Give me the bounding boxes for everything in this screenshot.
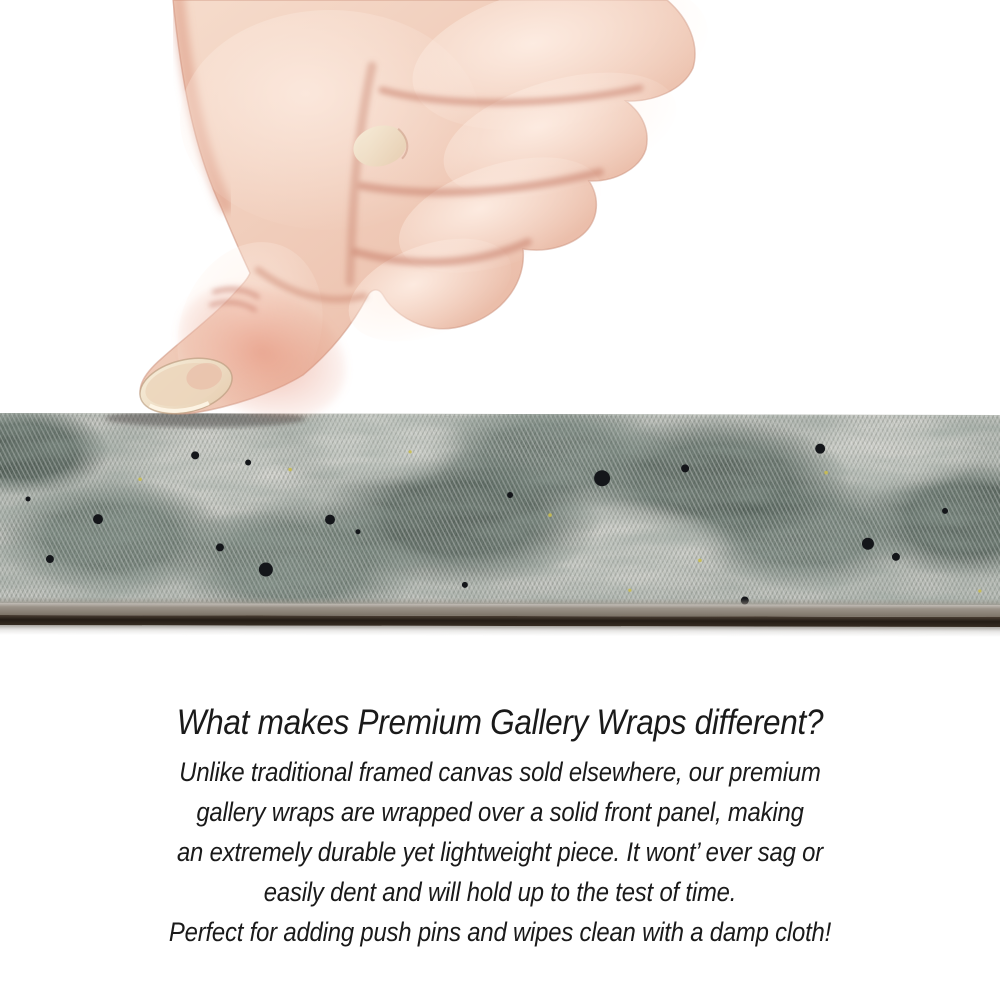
body-line-5: Perfect for adding push pins and wipes clean with a damp cloth! bbox=[168, 917, 832, 947]
body-line-1: Unlike traditional framed canvas sold elsewhere, our premium bbox=[179, 757, 821, 787]
panel-edge-shadow bbox=[0, 625, 1000, 637]
canvas-wrap-edge bbox=[0, 413, 1000, 637]
body-line-4: easily dent and will hold up to the test of time. bbox=[263, 877, 737, 907]
fabric-grain bbox=[0, 413, 1000, 605]
headline: What makes Premium Gallery Wraps different? bbox=[176, 703, 824, 742]
canvas-fold-band bbox=[0, 597, 1000, 617]
marketing-copy bbox=[50, 701, 950, 952]
canvas-grain-overlay bbox=[0, 413, 1000, 605]
body-line-2: gallery wraps are wrapped over a solid front panel, making bbox=[196, 797, 804, 827]
hand-pressing-canvas bbox=[0, 0, 760, 432]
body-line-3: an extremely durable yet lightweight piece. It wont’ ever sag or bbox=[176, 837, 824, 867]
